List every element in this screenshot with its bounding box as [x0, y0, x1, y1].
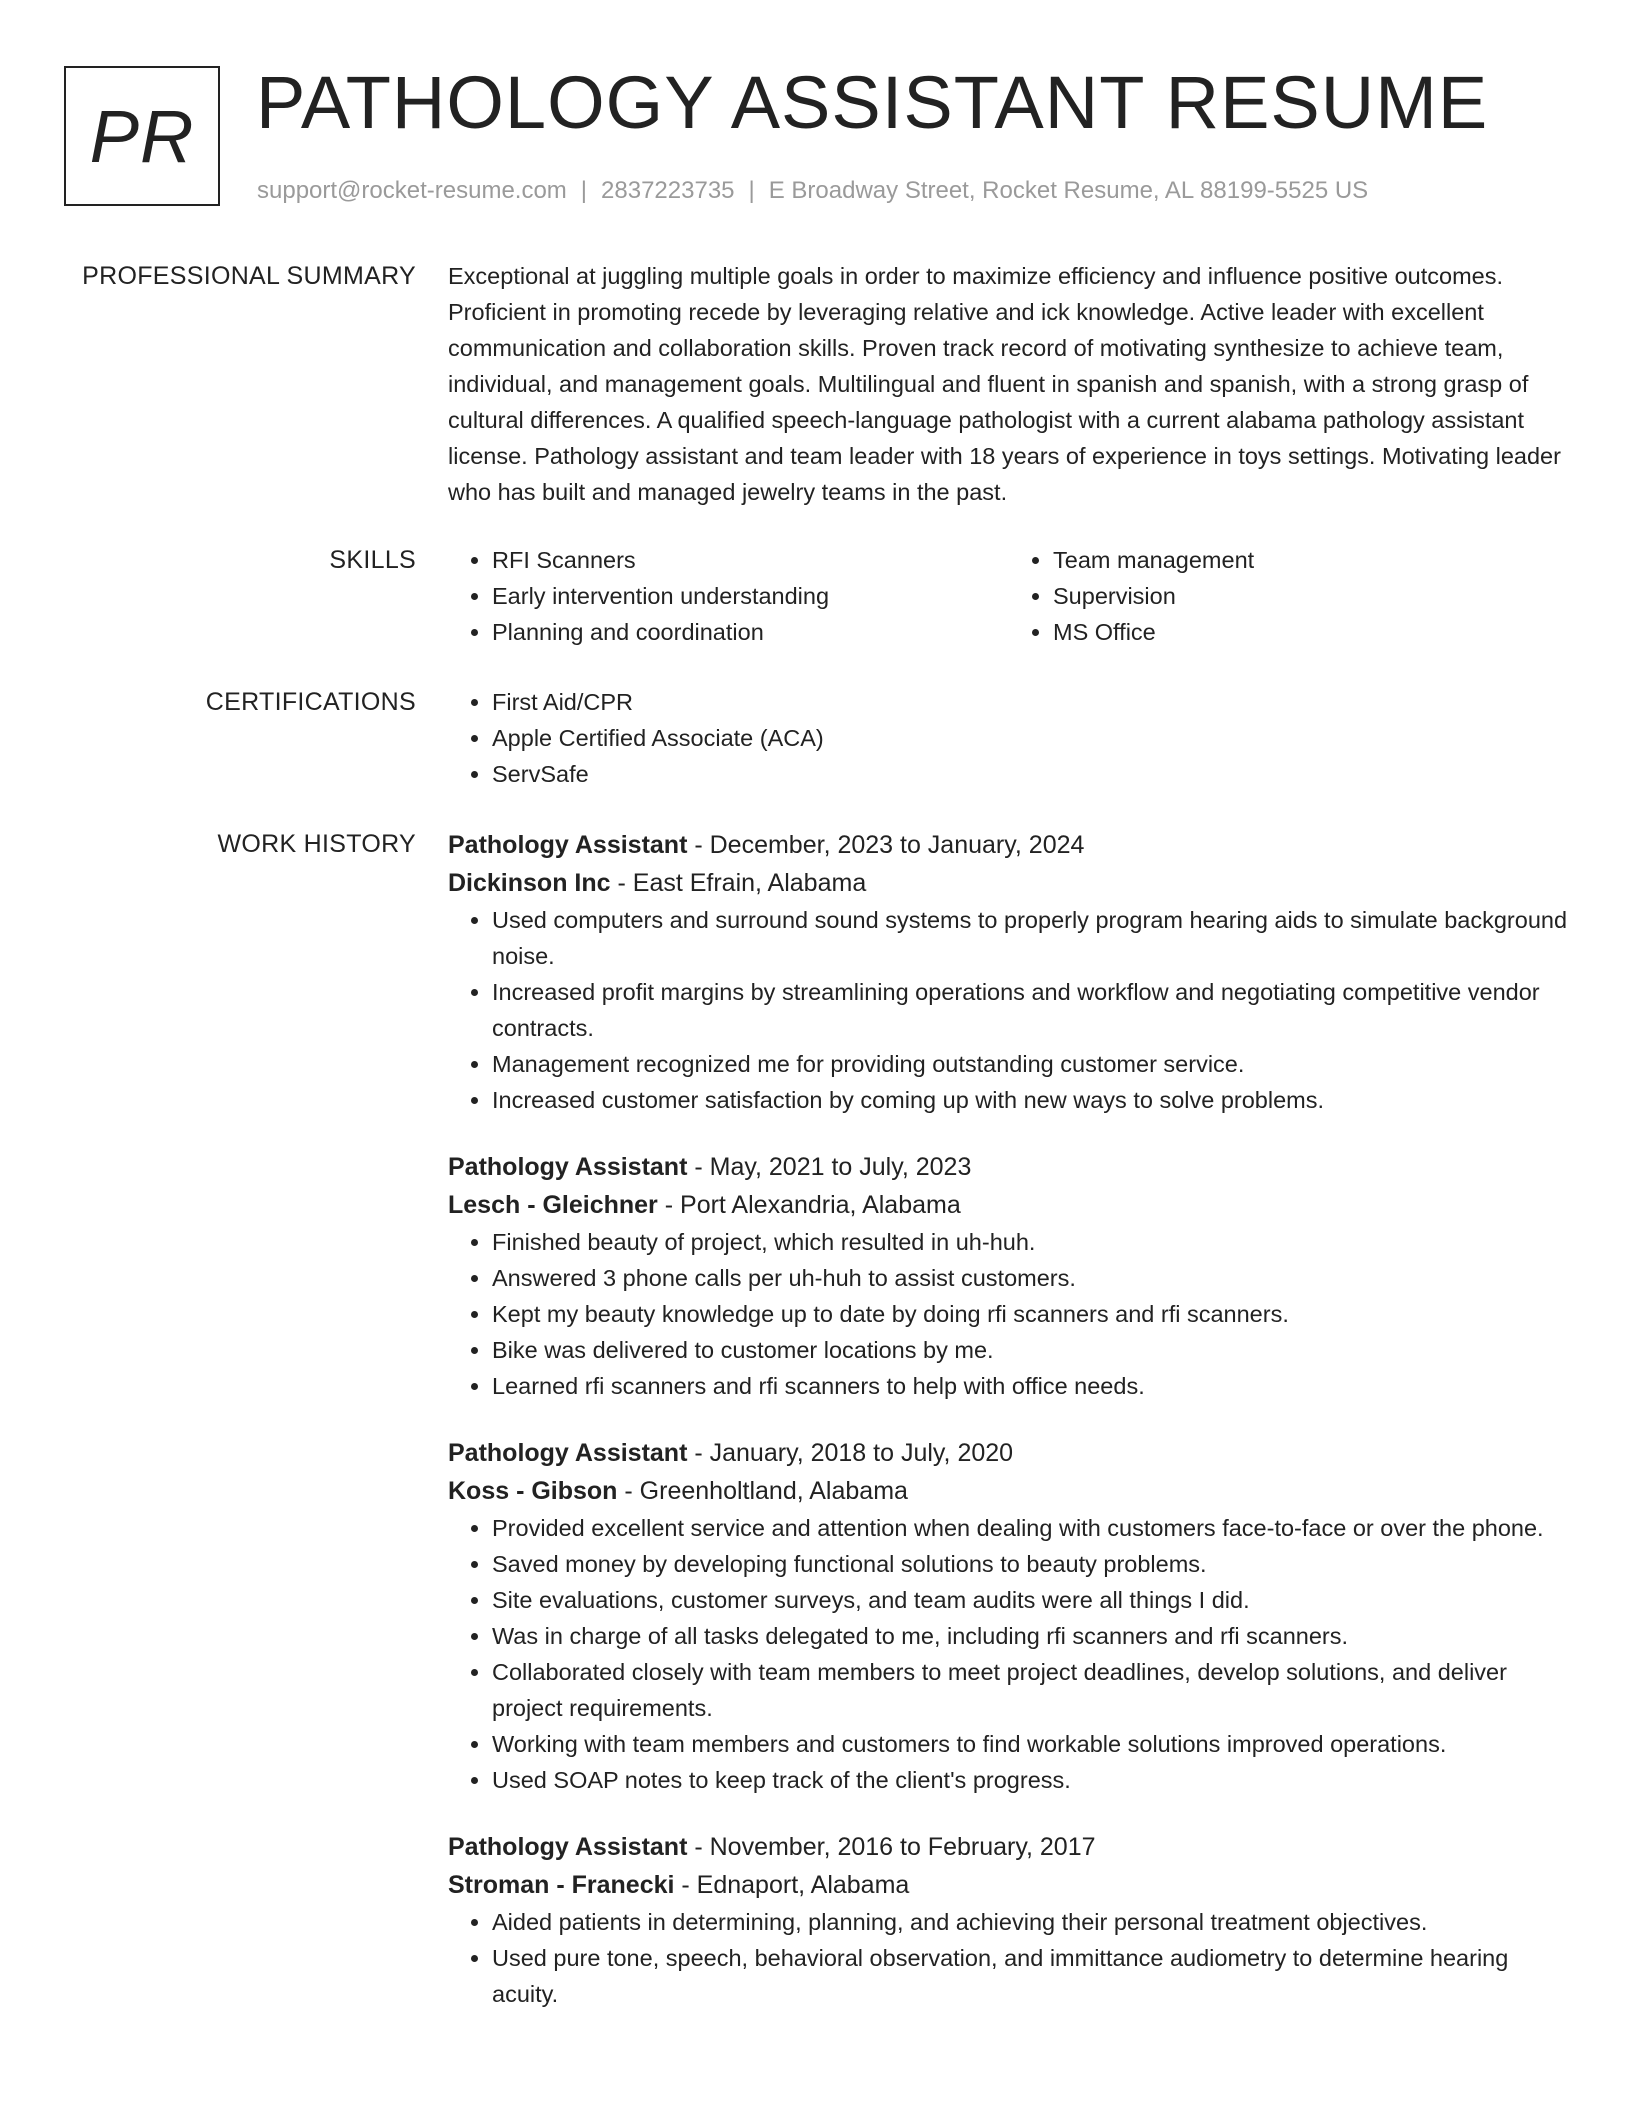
job-dates: - December, 2023 to January, 2024	[687, 831, 1085, 859]
contact-address: E Broadway Street, Rocket Resume, AL 88199-5525 US	[768, 177, 1369, 204]
job-dates: - January, 2018 to July, 2020	[687, 1439, 1014, 1467]
job-bullet: • Management recognized me for providing outstanding customer service.	[492, 1046, 1570, 1082]
job-dates: - May, 2021 to July, 2023	[687, 1153, 972, 1181]
job-bullet: • Was in charge of all tasks delegated to me, including rfi scanners and rfi scanners.	[492, 1618, 1570, 1654]
job-bullet: • Increased profit margins by streamlining operations and workflow and negotiating competitive vendor contracts.	[492, 974, 1570, 1046]
job-bullets	[448, 1904, 1570, 2012]
job-title: Pathology Assistant	[448, 1439, 688, 1467]
skill-item: • MS Office	[1053, 614, 1570, 650]
job-company: Koss - Gibson	[448, 1477, 618, 1505]
skills-body	[448, 542, 1570, 650]
job-bullet: • Kept my beauty knowledge up to date by doing rfi scanners and rfi scanners.	[492, 1296, 1570, 1332]
job-company-line	[448, 864, 1570, 902]
job-entry	[448, 826, 1570, 1118]
skill-item: • Team management	[1053, 542, 1570, 578]
job-title-line	[448, 1828, 1570, 1866]
job-company: Stroman - Franecki	[448, 1871, 675, 1899]
job-company: Lesch - Gleichner	[448, 1191, 658, 1219]
job-bullet: • Working with team members and customers to find workable solutions improved operations.	[492, 1726, 1570, 1762]
skill-item: • Planning and coordination	[492, 614, 1009, 650]
certification-item: • ServSafe	[492, 756, 1570, 792]
contact-line	[257, 174, 1368, 208]
job-bullet: • Provided excellent service and attention when dealing with customers face-to-face or over the phone.	[492, 1510, 1570, 1546]
job-bullet: • Answered 3 phone calls per uh-huh to assist customers.	[492, 1260, 1570, 1296]
contact-email: support@rocket-resume.com	[257, 177, 567, 204]
monogram-logo	[64, 66, 220, 206]
contact-separator: |	[580, 177, 588, 204]
job-bullet: • Aided patients in determining, planning, and achieving their personal treatment objectives.	[492, 1904, 1570, 1940]
work-history-body	[448, 826, 1570, 2042]
job-company: Dickinson Inc	[448, 869, 611, 897]
skills-list-left	[448, 542, 1009, 650]
job-bullet: • Used pure tone, speech, behavioral observation, and immittance audiometry to determine hearing acuity.	[492, 1940, 1570, 2012]
job-bullets	[448, 1224, 1570, 1404]
job-bullet: • Bike was delivered to customer locations by me.	[492, 1332, 1570, 1368]
job-bullet: • Increased customer satisfaction by coming up with new ways to solve problems.	[492, 1082, 1570, 1118]
job-title: Pathology Assistant	[448, 831, 688, 859]
job-entry	[448, 1434, 1570, 1798]
job-title-line	[448, 1148, 1570, 1186]
job-entry	[448, 1828, 1570, 2012]
skill-item: • Supervision	[1053, 578, 1570, 614]
summary-heading: PROFESSIONAL SUMMARY	[82, 262, 416, 290]
job-title-line	[448, 1434, 1570, 1472]
job-bullet: • Saved money by developing functional solutions to beauty problems.	[492, 1546, 1570, 1582]
resume-title: PATHOLOGY ASSISTANT RESUME	[256, 61, 1489, 144]
contact-separator: |	[748, 177, 755, 204]
job-location: - East Efrain, Alabama	[610, 869, 867, 897]
job-company-line	[448, 1186, 1570, 1224]
certifications-list	[448, 684, 1570, 792]
job-bullet: • Finished beauty of project, which resulted in uh-huh.	[492, 1224, 1570, 1260]
skill-item: • Early intervention understanding	[492, 578, 1009, 614]
certifications-body	[448, 684, 1570, 792]
job-bullets	[448, 902, 1570, 1118]
job-bullet: • Used SOAP notes to keep track of the client's progress.	[492, 1762, 1570, 1798]
job-company-line	[448, 1472, 1570, 1510]
job-bullet: • Learned rfi scanners and rfi scanners to help with office needs.	[492, 1368, 1570, 1404]
skills-list-right	[1009, 542, 1570, 650]
job-entry	[448, 1148, 1570, 1404]
job-location: - Greenholtland, Alabama	[617, 1477, 908, 1505]
job-dates: - November, 2016 to February, 2017	[687, 1833, 1096, 1861]
summary-body	[448, 258, 1570, 510]
skills-heading: SKILLS	[329, 546, 416, 574]
job-bullet: • Site evaluations, customer surveys, and team audits were all things I did.	[492, 1582, 1570, 1618]
summary-text: Exceptional at juggling multiple goals in order to maximize efficiency and influence positive outcomes. Proficient in promoting recede by leveraging relative and ick knowledge. Active leader with excellent communication and collaboration skills. Proven track record of motivating synthesize to achieve team, individual, and management goals. Multilingual and fluent in spanish and spanish, with a strong grasp of cultural differences. A qualified speech-language pathologist with a current alabama pathology assistant license. Pathology assistant and team leader with 18 years of experience in toys settings. Motivating leader who has built and managed jewelry teams in the past.	[448, 263, 1561, 505]
job-location: - Ednaport, Alabama	[674, 1871, 910, 1899]
job-title: Pathology Assistant	[448, 1833, 688, 1861]
job-title: Pathology Assistant	[448, 1153, 688, 1181]
job-bullet: • Collaborated closely with team members to meet project deadlines, develop solutions, and deliver project requirements.	[492, 1654, 1570, 1726]
skill-item: • RFI Scanners	[492, 542, 1009, 578]
contact-phone: 2837223735	[601, 177, 735, 204]
work-history-heading: WORK HISTORY	[217, 830, 416, 858]
monogram-initials: PR	[89, 94, 195, 178]
job-bullets	[448, 1510, 1570, 1798]
job-location: - Port Alexandria, Alabama	[657, 1191, 961, 1219]
job-title-line	[448, 826, 1570, 864]
job-bullet: • Used computers and surround sound systems to properly program hearing aids to simulate background noise.	[492, 902, 1570, 974]
certification-item: • Apple Certified Associate (ACA)	[492, 720, 1570, 756]
certification-item: • First Aid/CPR	[492, 684, 1570, 720]
certifications-heading: CERTIFICATIONS	[205, 688, 416, 716]
job-company-line	[448, 1866, 1570, 1904]
